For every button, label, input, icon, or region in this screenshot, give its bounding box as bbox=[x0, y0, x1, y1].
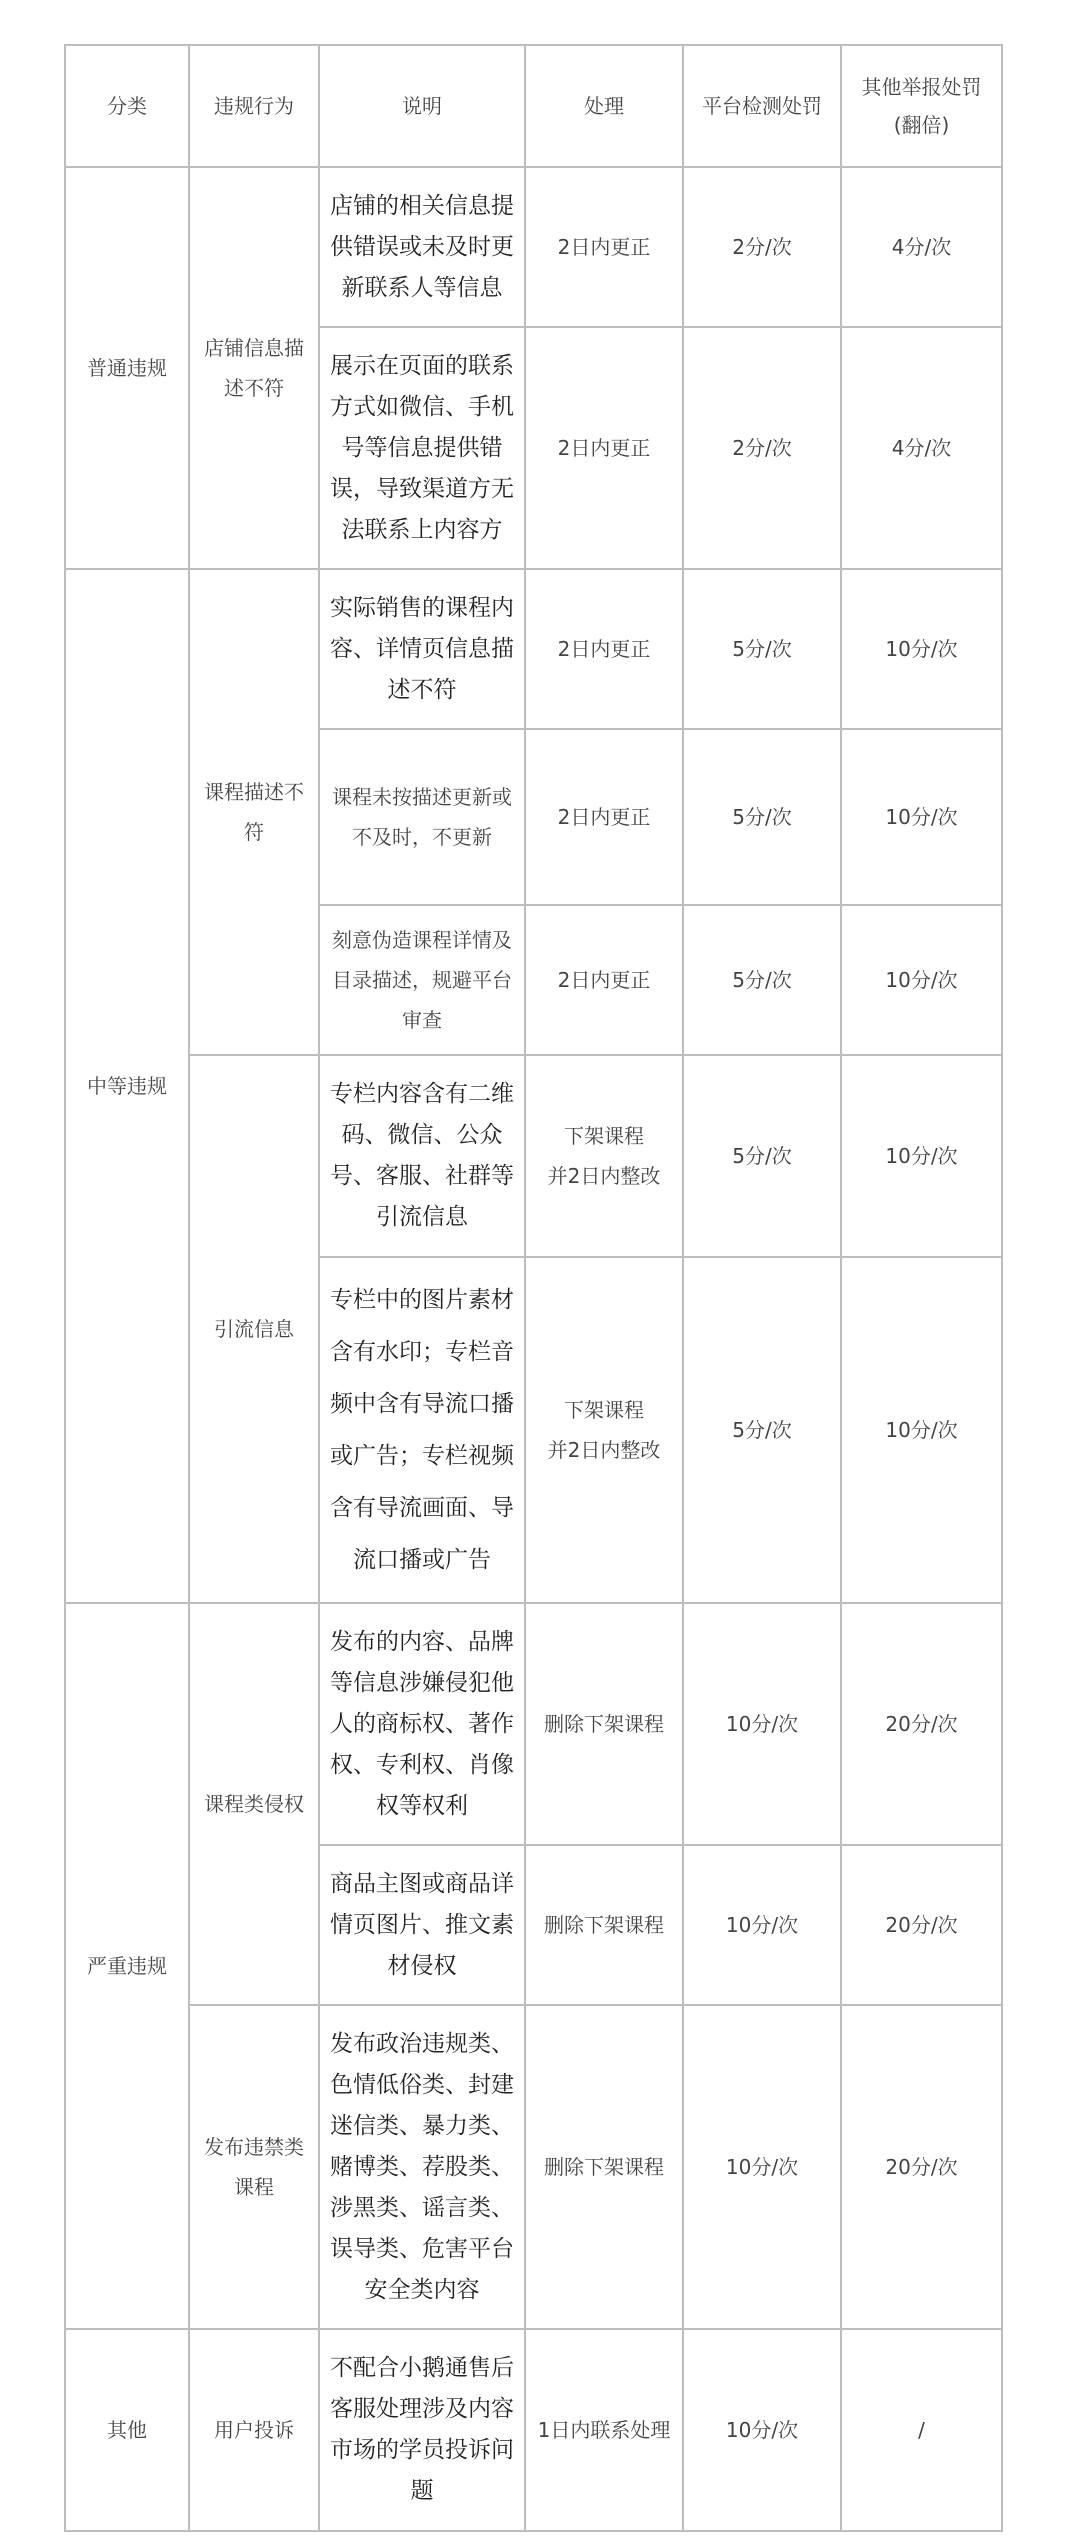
table-row bbox=[65, 569, 1002, 729]
handling-line: 下架课程 bbox=[564, 1124, 644, 1148]
platform-penalty-cell: 5分/次 bbox=[683, 1257, 841, 1603]
platform-penalty-cell: 10分/次 bbox=[683, 2005, 841, 2329]
platform-penalty-cell: 5分/次 bbox=[683, 1055, 841, 1257]
description-cell: 商品主图或商品详情页图片、推文素材侵权 bbox=[319, 1845, 525, 2005]
behavior-cell: 引流信息 bbox=[189, 1055, 319, 1603]
description-cell: 店铺的相关信息提供错误或未及时更新联系人等信息 bbox=[319, 167, 525, 327]
description-cell: 不配合小鹅通售后客服处理涉及内容市场的学员投诉问题 bbox=[319, 2329, 525, 2531]
description-cell: 专栏中的图片素材含有水印；专栏音频中含有导流口播或广告；专栏视频含有导流画面、导流口播或广告 bbox=[319, 1257, 525, 1603]
category-cell: 严重违规 bbox=[65, 1603, 189, 2329]
description-cell: 展示在页面的联系方式如微信、手机号等信息提供错误，导致渠道方无法联系上内容方 bbox=[319, 327, 525, 569]
platform-penalty-cell: 2分/次 bbox=[683, 327, 841, 569]
behavior-cell: 店铺信息描述不符 bbox=[189, 167, 319, 569]
handling-cell: 2日内更正 bbox=[525, 167, 683, 327]
header-handling: 处理 bbox=[525, 45, 683, 167]
report-penalty-cell: / bbox=[841, 2329, 1002, 2531]
handling-cell: 2日内更正 bbox=[525, 905, 683, 1055]
handling-cell: 删除下架课程 bbox=[525, 1845, 683, 2005]
table-header-row bbox=[65, 45, 1002, 167]
category-cell: 普通违规 bbox=[65, 167, 189, 569]
handling-cell bbox=[525, 1257, 683, 1603]
report-penalty-cell: 20分/次 bbox=[841, 2005, 1002, 2329]
handling-cell: 删除下架课程 bbox=[525, 2005, 683, 2329]
report-penalty-cell: 4分/次 bbox=[841, 327, 1002, 569]
table-row bbox=[65, 2329, 1002, 2531]
header-report-line2: (翻倍) bbox=[893, 113, 950, 137]
handling-line: 并2日内整改 bbox=[547, 1164, 661, 1188]
handling-cell bbox=[525, 1055, 683, 1257]
handling-cell: 删除下架课程 bbox=[525, 1603, 683, 1845]
handling-cell: 2日内更正 bbox=[525, 569, 683, 729]
handling-cell: 2日内更正 bbox=[525, 729, 683, 905]
platform-penalty-cell: 5分/次 bbox=[683, 905, 841, 1055]
violation-rules-table bbox=[64, 44, 1003, 2532]
violation-table-container bbox=[64, 44, 1001, 2532]
description-cell: 实际销售的课程内容、详情页信息描述不符 bbox=[319, 569, 525, 729]
table-row bbox=[65, 2005, 1002, 2329]
header-description: 说明 bbox=[319, 45, 525, 167]
description-cell: 课程未按描述更新或不及时，不更新 bbox=[319, 729, 525, 905]
report-penalty-cell: 10分/次 bbox=[841, 1257, 1002, 1603]
report-penalty-cell: 4分/次 bbox=[841, 167, 1002, 327]
behavior-cell: 用户投诉 bbox=[189, 2329, 319, 2531]
header-category: 分类 bbox=[65, 45, 189, 167]
header-report-penalty bbox=[841, 45, 1002, 167]
report-penalty-cell: 10分/次 bbox=[841, 1055, 1002, 1257]
handling-line: 并2日内整改 bbox=[547, 1438, 661, 1462]
category-cell: 中等违规 bbox=[65, 569, 189, 1603]
description-cell: 刻意伪造课程详情及目录描述，规避平台审查 bbox=[319, 905, 525, 1055]
behavior-cell: 课程类侵权 bbox=[189, 1603, 319, 2005]
table-row bbox=[65, 167, 1002, 327]
behavior-cell: 课程描述不符 bbox=[189, 569, 319, 1055]
platform-penalty-cell: 10分/次 bbox=[683, 2329, 841, 2531]
platform-penalty-cell: 5分/次 bbox=[683, 569, 841, 729]
header-behavior: 违规行为 bbox=[189, 45, 319, 167]
header-report-line1: 其他举报处罚 bbox=[861, 75, 982, 99]
category-cell: 其他 bbox=[65, 2329, 189, 2531]
behavior-cell: 发布违禁类课程 bbox=[189, 2005, 319, 2329]
report-penalty-cell: 10分/次 bbox=[841, 569, 1002, 729]
description-cell: 发布的内容、品牌等信息涉嫌侵犯他人的商标权、著作权、专利权、肖像权等权利 bbox=[319, 1603, 525, 1845]
handling-cell: 2日内更正 bbox=[525, 327, 683, 569]
handling-cell: 1日内联系处理 bbox=[525, 2329, 683, 2531]
description-cell: 发布政治违规类、色情低俗类、封建迷信类、暴力类、赌博类、荐股类、涉黑类、谣言类、误导类、危害平台安全类内容 bbox=[319, 2005, 525, 2329]
report-penalty-cell: 20分/次 bbox=[841, 1845, 1002, 2005]
report-penalty-cell: 20分/次 bbox=[841, 1603, 1002, 1845]
platform-penalty-cell: 5分/次 bbox=[683, 729, 841, 905]
handling-line: 下架课程 bbox=[564, 1398, 644, 1422]
report-penalty-cell: 10分/次 bbox=[841, 905, 1002, 1055]
report-penalty-cell: 10分/次 bbox=[841, 729, 1002, 905]
description-cell: 专栏内容含有二维码、微信、公众号、客服、社群等引流信息 bbox=[319, 1055, 525, 1257]
platform-penalty-cell: 10分/次 bbox=[683, 1845, 841, 2005]
table-row bbox=[65, 1055, 1002, 1257]
platform-penalty-cell: 2分/次 bbox=[683, 167, 841, 327]
platform-penalty-cell: 10分/次 bbox=[683, 1603, 841, 1845]
header-platform-penalty: 平台检测处罚 bbox=[683, 45, 841, 167]
table-row bbox=[65, 1603, 1002, 1845]
